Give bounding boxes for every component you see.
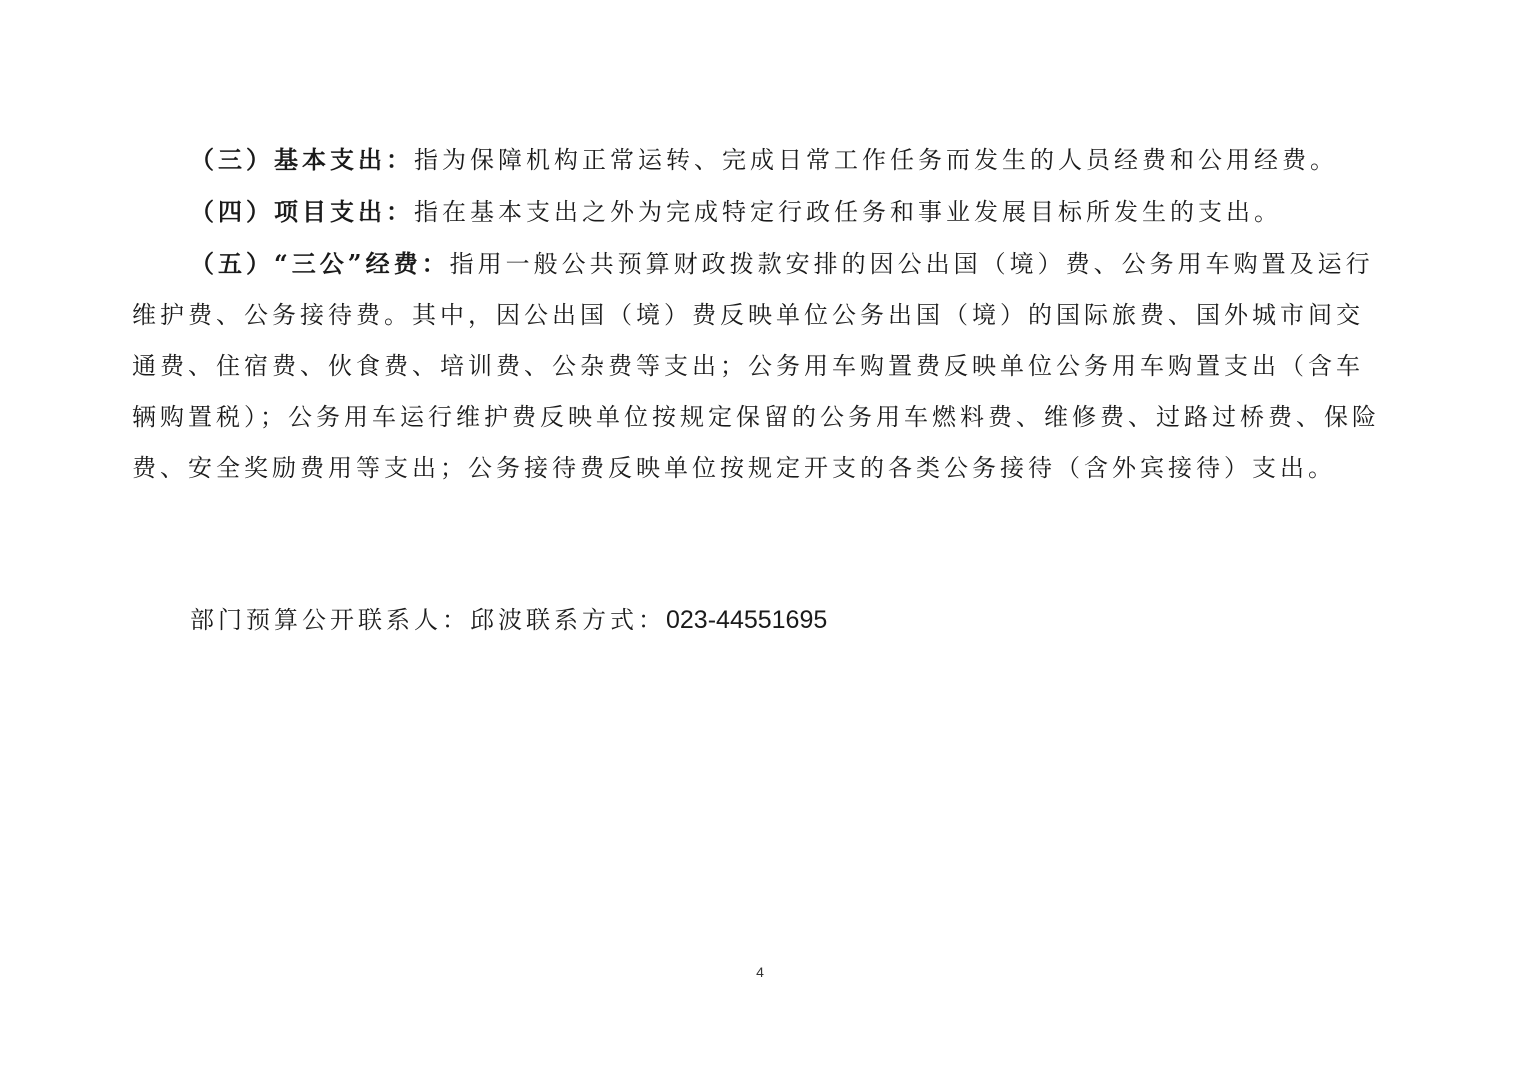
contact-phone: 023-44551695 — [666, 606, 828, 634]
definition-text: 指在基本支出之外为完成特定行政任务和事业发展目标所发生的支出。 — [414, 198, 1282, 226]
definitions-section — [132, 134, 1387, 494]
definition-text: 指为保障机构正常运转、完成日常工作任务而发生的人员经费和公用经费。 — [414, 146, 1338, 174]
definition-term: （三）基本支出： — [190, 145, 414, 174]
definition-term: （四）项目支出： — [190, 197, 414, 226]
page-number: 4 — [756, 964, 764, 980]
definition-three-public-expenses — [132, 238, 1387, 494]
contact-label: 部门预算公开联系人：邱波联系方式： — [190, 606, 666, 634]
definition-project-expenditure — [132, 186, 1387, 238]
definition-basic-expenditure — [132, 134, 1387, 186]
definition-text: 指用一般公共预算财政拨款安排的因公出国（境）费、公务用车购置及运行维护费、公务接待费。其中，因公出国（境）费反映单位公务出国（境）的国际旅费、国外城市间交通费、住宿费、伙食费、培训费、公杂费等支出；公务用车购置费反映单位公务用车购置支出（含车辆购置税）；公务用车运行维护费反映单位按规定保留的公务用车燃料费、维修费、过路过桥费、保险费、安全奖励费用等支出；公务接待费反映单位按规定开支的各类公务接待（含外宾接待）支出。 — [132, 250, 1380, 482]
contact-line — [190, 598, 827, 642]
definition-term: （五）“三公”经费： — [190, 249, 450, 278]
